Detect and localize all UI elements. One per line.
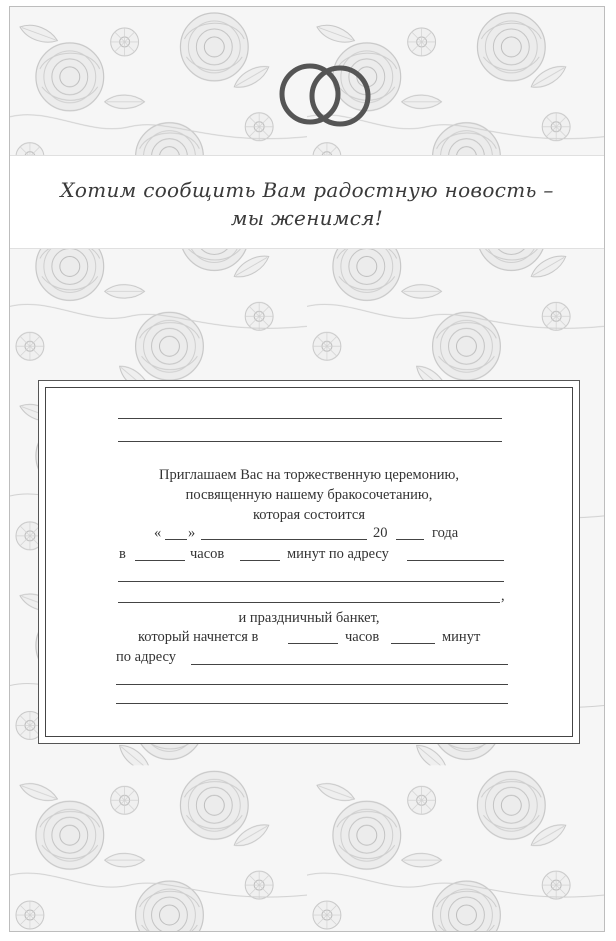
name-line-2: [118, 441, 502, 442]
hours-word: часов: [190, 546, 225, 562]
date-close-quote: »: [188, 525, 196, 541]
at-prefix: в: [119, 546, 126, 562]
banquet-starts-at: который начнется в: [138, 629, 259, 645]
ceremony-address-blank-3: [118, 602, 500, 603]
banquet-address-blank-1: [191, 664, 508, 665]
year-prefix: 20: [373, 525, 388, 541]
ceremony-minutes-blank: [240, 560, 280, 561]
announcement-band: [10, 155, 604, 249]
ceremony-address-blank-1: [407, 560, 504, 561]
minutes-at-address: минут по адресу: [287, 546, 389, 562]
wedding-rings-icon: [266, 60, 382, 130]
banquet-minutes-word: минут: [442, 629, 481, 645]
invitation-card: [9, 6, 605, 932]
address-comma: ,: [501, 588, 505, 604]
banquet-address-blank-3: [116, 703, 508, 704]
banquet-address-blank-2: [116, 684, 508, 685]
banquet-hours-word: часов: [345, 629, 380, 645]
banquet-minutes-blank: [391, 643, 435, 644]
invitation-line-2: посвященную нашему бракосочетанию,: [185, 487, 433, 503]
name-line-1: [118, 418, 502, 419]
banquet-hours-blank: [288, 643, 338, 644]
ceremony-hours-blank: [135, 560, 185, 561]
date-open-quote: «: [154, 525, 162, 541]
announcement-line-1: Хотим сообщить Вам радостную новость –: [60, 178, 554, 202]
invitation-line-3: которая состоится: [253, 507, 365, 523]
banquet-line: и праздничный банкет,: [238, 610, 380, 626]
month-blank: [201, 539, 367, 540]
ceremony-address-blank-2: [118, 581, 504, 582]
invitation-line-1: Приглашаем Вас на торжественную церемонию,: [159, 467, 459, 483]
year-word: года: [432, 525, 459, 541]
invitation-form-panel: [38, 380, 580, 744]
banquet-address-label: по адресу: [116, 649, 176, 665]
announcement-line-2: мы женимся!: [230, 206, 384, 230]
day-blank: [165, 539, 187, 540]
invitation-form-border: [45, 387, 573, 737]
year-blank: [396, 539, 424, 540]
